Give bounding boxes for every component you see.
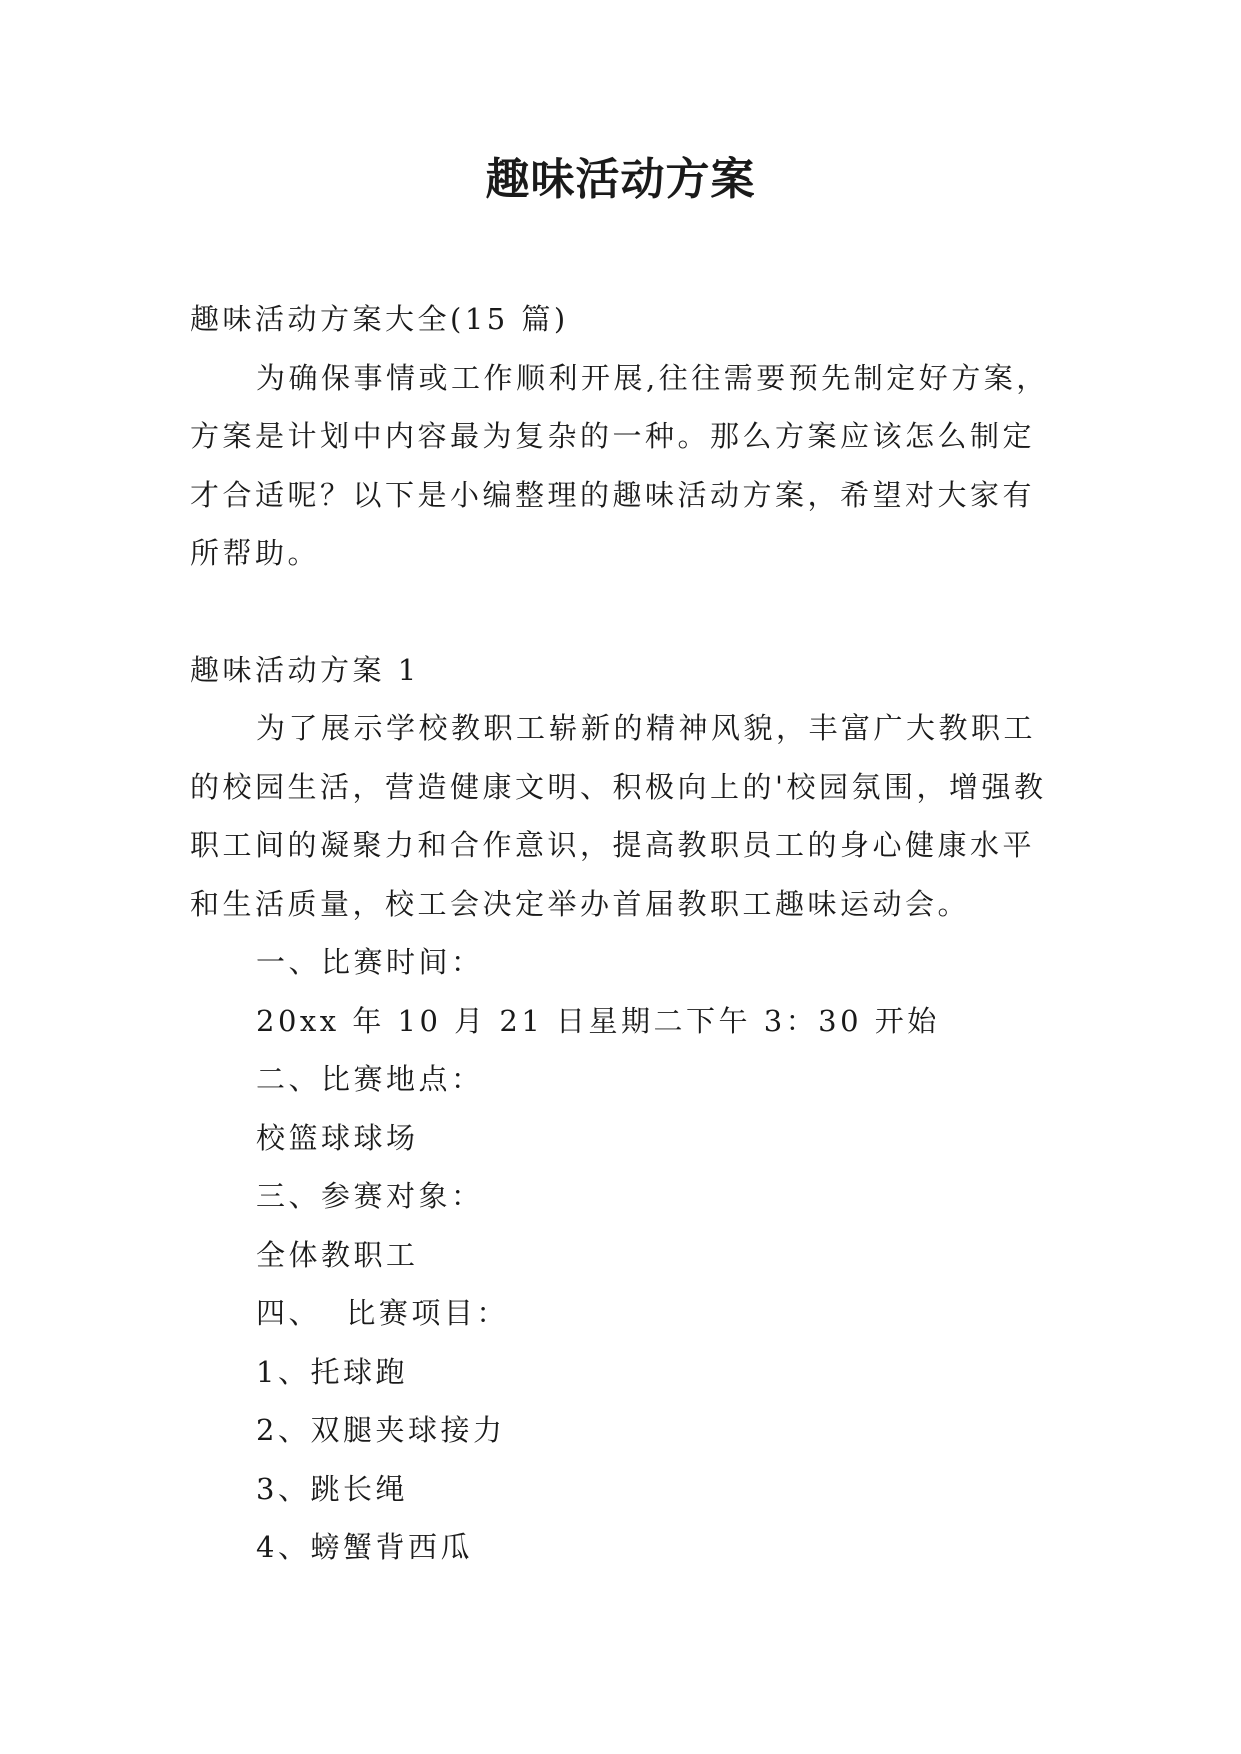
event-item: 3、跳长绳 (256, 1471, 408, 1506)
section-paragraph: 为了展示学校教职工崭新的精神风貌，丰富广大教职工的校园生活，营造健康文明、积极向上的'校园氛围，增强教职工间的凝聚力和合作意识，提高教职员工的身心健康水平和生活质量，校工会决定举办首届教职工趣味运动会。 (190, 711, 1047, 921)
participants-label: 三、参赛对象： (256, 1179, 484, 1213)
document-subtitle: 趣味活动方案大全(15 篇) (190, 302, 569, 336)
section-spacer (190, 583, 1050, 641)
participants-value: 全体教职工 (256, 1237, 419, 1272)
intro-paragraph: 为确保事情或工作顺利开展,往往需要预先制定好方案，方案是计划中内容最为复杂的一种。那么方案应该怎么制定才合适呢？以下是小编整理的趣味活动方案，希望对大家有所帮助。 (190, 360, 1049, 570)
event-item: 4、螃蟹背西瓜 (256, 1530, 473, 1564)
place-value: 校篮球球场 (256, 1120, 419, 1155)
time-label: 一、比赛时间： (256, 945, 484, 979)
time-value: 20xx 年 10 月 21 日星期二下午 3：30 开始 (256, 1003, 940, 1038)
section-heading: 趣味活动方案 1 (190, 652, 420, 687)
document-title: 趣味活动方案 (485, 154, 756, 205)
events-label: 四、 比赛项目： (256, 1296, 509, 1330)
place-label: 二、比赛地点： (256, 1062, 484, 1096)
document-body (190, 290, 1050, 1577)
event-item: 1、托球跑 (256, 1354, 408, 1389)
event-item: 2、双腿夹球接力 (256, 1413, 506, 1447)
